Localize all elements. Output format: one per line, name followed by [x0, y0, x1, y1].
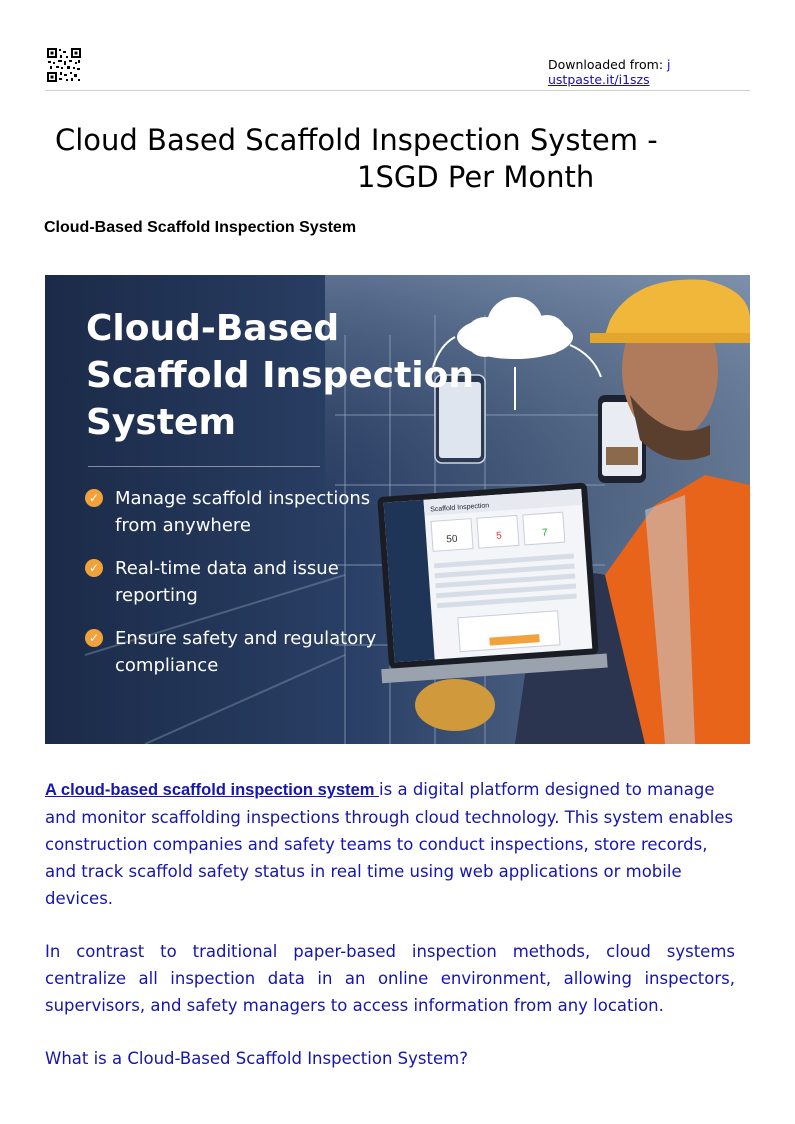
inspection-system-link[interactable]: A cloud-based scaffold inspection system — [45, 781, 380, 799]
checkmark-icon: ✓ — [85, 559, 103, 577]
source-link-part1[interactable]: j — [667, 57, 671, 72]
checkmark-icon: ✓ — [85, 489, 103, 507]
source-link-part2[interactable]: ustpaste.it/i1szs — [548, 72, 650, 87]
qr-code — [46, 47, 82, 83]
checkmark-icon: ✓ — [85, 629, 103, 647]
hero-bullet: ✓ Ensure safety and regulatory compliance — [85, 625, 415, 679]
section-subheading: Cloud-Based Scaffold Inspection System — [44, 219, 357, 236]
hero-divider — [88, 466, 320, 467]
page-title-line1: Cloud Based Scaffold Inspection System - — [55, 123, 658, 157]
comparison-paragraph: In contrast to traditional paper-based inspection methods, cloud systems centralize all inspection data in an online environment, allowing inspectors, supervisors, and safety managers to access information from any location. — [45, 942, 735, 1015]
page-title — [45, 122, 750, 196]
laptop-stat-3: 7 — [541, 527, 549, 539]
laptop-stat-2: 5 — [495, 530, 503, 542]
hero-bullet: ✓ Manage scaffold inspections from anywhere — [85, 485, 415, 539]
hero-headline — [86, 305, 474, 446]
laptop-stat-1: 50 — [445, 533, 458, 546]
download-prefix: Downloaded from: — [548, 57, 668, 72]
intro-paragraph — [45, 776, 735, 912]
header-divider — [45, 90, 750, 91]
download-source — [548, 57, 671, 87]
hero-headline-line3: System — [86, 402, 236, 443]
hero-headline-line2: Scaffold Inspection — [86, 355, 474, 396]
laptop-title: Scaffold Inspection — [429, 502, 490, 514]
page-title-line2: 1SGD Per Month — [357, 160, 595, 194]
hero-bullet-list — [85, 485, 415, 695]
hero-image — [45, 275, 750, 744]
hero-bullet: ✓ Real-time data and issue reporting — [85, 555, 415, 609]
intro-paragraph-text: is a digital platform designed to manage and monitor scaffolding inspections through cloud technology. This system enables construction companies and safety teams to conduct inspections, store records, and track scaffold safety status in real time using web applications or mobile devices. — [45, 780, 734, 908]
hero-headline-line1: Cloud-Based — [86, 308, 340, 349]
section-question: What is a Cloud-Based Scaffold Inspection System? — [45, 1049, 468, 1068]
